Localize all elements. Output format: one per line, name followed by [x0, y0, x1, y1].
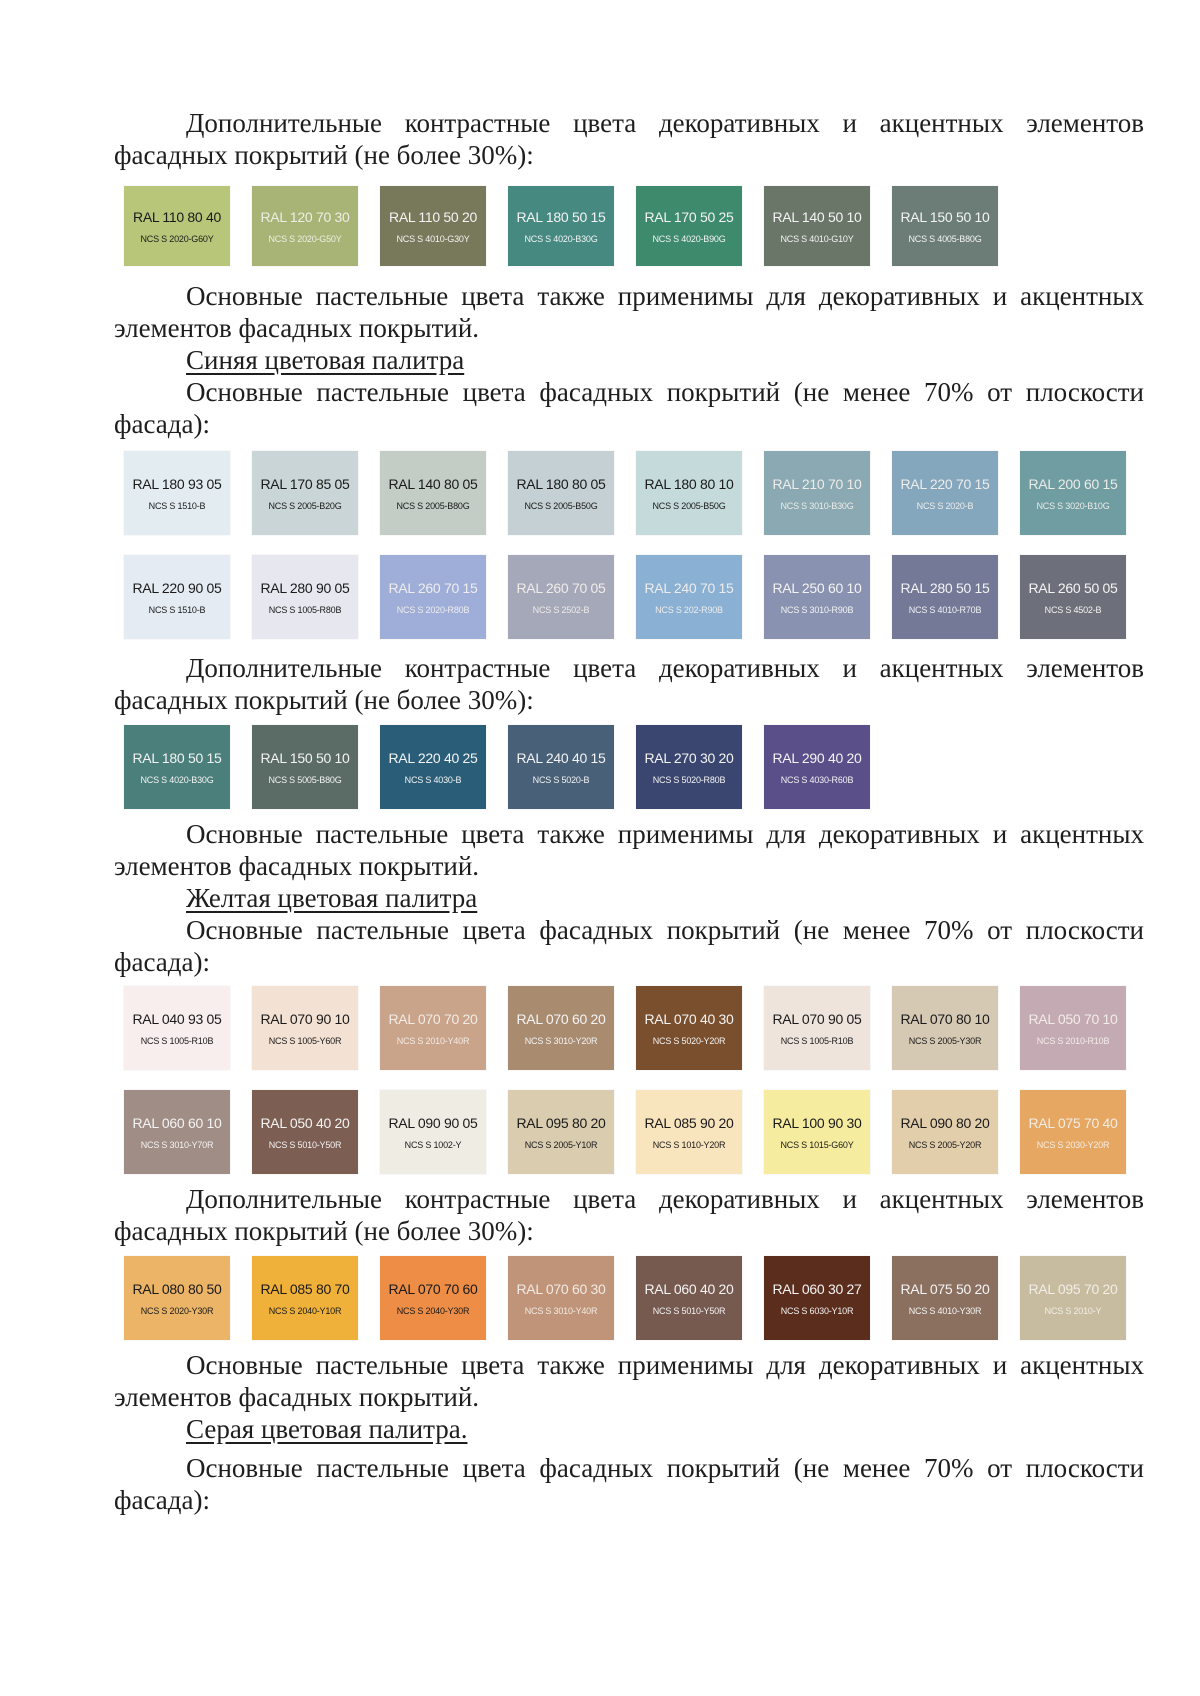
- ral-code: RAL 140 50 10: [772, 208, 862, 225]
- ral-code: RAL 075 70 40: [1028, 1114, 1118, 1131]
- ncs-code: NCS S 3010-Y70R: [140, 1139, 214, 1150]
- ral-code: RAL 085 80 70: [260, 1280, 350, 1297]
- ral-code: RAL 250 60 10: [772, 579, 862, 596]
- ral-code: RAL 090 90 05: [388, 1114, 478, 1131]
- ral-code: RAL 260 70 05: [516, 579, 606, 596]
- color-swatch: [380, 1256, 486, 1340]
- color-swatch: [252, 986, 358, 1070]
- color-swatch: [636, 986, 742, 1070]
- ral-code: RAL 110 50 20: [389, 208, 477, 225]
- color-swatch: [1020, 1090, 1126, 1174]
- paragraph-text: Основные пастельные цвета фасадных покрытий (не менее 70% от плоскости фасада):: [114, 915, 1144, 977]
- ncs-code: NCS S 2005-B80G: [396, 500, 470, 511]
- ncs-code: NCS S 4005-B80G: [908, 233, 982, 244]
- ral-code: RAL 180 93 05: [132, 475, 222, 492]
- ral-code: RAL 070 60 30: [516, 1280, 606, 1297]
- paragraph-text: Основные пастельные цвета также применимы для декоративных и акцентных элементов фасадных покрытий.: [114, 281, 1144, 343]
- color-swatch: [892, 451, 998, 535]
- paragraph-text: Основные пастельные цвета также применимы для декоративных и акцентных элементов фасадных покрытий.: [114, 819, 1144, 881]
- ncs-code: NCS S 3010-Y40R: [524, 1305, 598, 1316]
- ral-code: RAL 180 50 15: [132, 749, 222, 766]
- paragraph-pastel-applicable-3: [114, 1349, 1144, 1413]
- color-swatch: [636, 725, 742, 809]
- color-swatch: [380, 1090, 486, 1174]
- ncs-code: NCS S 2005-B50G: [524, 500, 598, 511]
- ral-code: RAL 170 85 05: [260, 475, 350, 492]
- ral-code: RAL 095 70 20: [1028, 1280, 1118, 1297]
- ncs-code: NCS S 2020-G50Y: [268, 233, 342, 244]
- ncs-code: NCS S 2005-Y20R: [908, 1139, 982, 1150]
- color-swatch: [508, 186, 614, 266]
- ral-code: RAL 220 90 05: [132, 579, 222, 596]
- color-swatch: [508, 555, 614, 639]
- paragraph-text: Дополнительные контрастные цвета декоративных и акцентных элементов фасадных покрытий (не более 30%):: [114, 1184, 1144, 1246]
- color-swatch: [764, 451, 870, 535]
- ncs-code: NCS S 3010-Y20R: [524, 1035, 598, 1046]
- ral-code: RAL 070 90 05: [772, 1010, 862, 1027]
- color-swatch: [636, 555, 742, 639]
- color-swatch: [508, 1256, 614, 1340]
- color-swatch: [124, 1090, 230, 1174]
- ncs-code: NCS S 2010-Y40R: [396, 1035, 470, 1046]
- ral-code: RAL 070 80 10: [900, 1010, 990, 1027]
- section-heading: Синяя цветовая палитра: [186, 345, 465, 375]
- ral-code: RAL 260 70 15: [388, 579, 478, 596]
- paragraph-pastel-applicable-1: [114, 280, 1144, 344]
- ral-code: RAL 240 40 15: [516, 749, 606, 766]
- paragraph-text: Основные пастельные цвета фасадных покрытий (не менее 70% от плоскости фасада):: [114, 1453, 1144, 1515]
- ncs-code: NCS S 1510-B: [148, 604, 206, 615]
- color-swatch: [380, 555, 486, 639]
- color-swatch: [380, 186, 486, 266]
- swatch-row-yellow-main-2: [124, 1090, 1126, 1174]
- color-swatch: [1020, 451, 1126, 535]
- paragraph-blue-main-intro: [114, 376, 1144, 440]
- ral-code: RAL 070 70 60: [388, 1280, 478, 1297]
- color-swatch: [124, 1256, 230, 1340]
- ncs-code: NCS S 1510-B: [148, 500, 206, 511]
- ral-code: RAL 100 90 30: [772, 1114, 862, 1131]
- color-swatch: [892, 1090, 998, 1174]
- ncs-code: NCS S 2020-R80B: [396, 604, 470, 615]
- paragraph-text: Дополнительные контрастные цвета декоративных и акцентных элементов фасадных покрытий (не более 30%):: [114, 108, 1144, 170]
- ncs-code: NCS S 202-R90B: [655, 604, 723, 615]
- ncs-code: NCS S 5005-B80G: [268, 774, 342, 785]
- ral-code: RAL 060 40 20: [644, 1280, 734, 1297]
- heading-yellow-palette: [114, 882, 1144, 914]
- ral-code: RAL 070 70 20: [388, 1010, 478, 1027]
- color-swatch: [892, 1256, 998, 1340]
- ncs-code: NCS S 2020-Y30R: [140, 1305, 214, 1316]
- ncs-code: NCS S 4020-B30G: [524, 233, 598, 244]
- ral-code: RAL 150 50 10: [900, 208, 990, 225]
- ncs-code: NCS S 3020-B10G: [1036, 500, 1110, 511]
- ncs-code: NCS S 2020-B: [916, 500, 974, 511]
- ncs-code: NCS S 5010-Y50R: [652, 1305, 726, 1316]
- ncs-code: NCS S 2005-B50G: [652, 500, 726, 511]
- ral-code: RAL 220 40 25: [388, 749, 478, 766]
- color-swatch: [892, 986, 998, 1070]
- color-swatch: [892, 186, 998, 266]
- ncs-code: NCS S 4030-B: [404, 774, 462, 785]
- paragraph-green-accent-intro: [114, 107, 1144, 171]
- ral-code: RAL 090 80 20: [900, 1114, 990, 1131]
- ncs-code: NCS S 2005-B20G: [268, 500, 342, 511]
- ral-code: RAL 170 50 25: [644, 208, 734, 225]
- ral-code: RAL 070 60 20: [516, 1010, 606, 1027]
- color-swatch: [252, 1090, 358, 1174]
- ncs-code: NCS S 2005-Y10R: [524, 1139, 598, 1150]
- color-swatch: [380, 986, 486, 1070]
- ncs-code: NCS S 5010-Y50R: [268, 1139, 342, 1150]
- heading-blue-palette: [114, 344, 1144, 376]
- ncs-code: NCS S 4020-B90G: [652, 233, 726, 244]
- paragraph-yellow-main-intro: [114, 914, 1144, 978]
- ncs-code: NCS S 5020-B: [532, 774, 590, 785]
- ncs-code: NCS S 2005-Y30R: [908, 1035, 982, 1046]
- swatch-row-blue-accent: [124, 725, 870, 809]
- color-swatch: [124, 725, 230, 809]
- ral-code: RAL 075 50 20: [900, 1280, 990, 1297]
- color-swatch: [124, 555, 230, 639]
- heading-grey-palette: [114, 1413, 1144, 1445]
- paragraph-grey-main-intro: [114, 1452, 1144, 1516]
- ncs-code: NCS S 1010-Y20R: [652, 1139, 726, 1150]
- ncs-code: NCS S 6030-Y10R: [780, 1305, 854, 1316]
- ncs-code: NCS S 2040-Y10R: [268, 1305, 342, 1316]
- ncs-code: NCS S 2040-Y30R: [396, 1305, 470, 1316]
- color-swatch: [636, 1090, 742, 1174]
- color-swatch: [252, 555, 358, 639]
- ncs-code: NCS S 2010-R10B: [1036, 1035, 1110, 1046]
- swatch-row-yellow-accent: [124, 1256, 1126, 1340]
- color-swatch: [1020, 1256, 1126, 1340]
- paragraph-text: Дополнительные контрастные цвета декоративных и акцентных элементов фасадных покрытий (не более 30%):: [114, 653, 1144, 715]
- color-swatch: [636, 451, 742, 535]
- ral-code: RAL 050 70 10: [1028, 1010, 1118, 1027]
- ral-code: RAL 270 30 20: [644, 749, 734, 766]
- ncs-code: NCS S 2502-B: [532, 604, 590, 615]
- ral-code: RAL 180 80 05: [516, 475, 606, 492]
- paragraph-blue-accent-intro: [114, 652, 1144, 716]
- ral-code: RAL 060 30 27: [772, 1280, 862, 1297]
- color-swatch: [252, 451, 358, 535]
- color-swatch: [764, 1256, 870, 1340]
- ral-code: RAL 080 80 50: [132, 1280, 222, 1297]
- color-swatch: [124, 186, 230, 266]
- color-swatch: [764, 725, 870, 809]
- ncs-code: NCS S 4502-B: [1044, 604, 1102, 615]
- ral-code: RAL 040 93 05: [132, 1010, 222, 1027]
- swatch-row-blue-main-1: [124, 451, 1126, 535]
- paragraph-text: Основные пастельные цвета также применимы для декоративных и акцентных элементов фасадных покрытий.: [114, 1350, 1144, 1412]
- ral-code: RAL 070 90 10: [260, 1010, 350, 1027]
- ncs-code: NCS S 4010-R70B: [908, 604, 982, 615]
- ral-code: RAL 240 70 15: [644, 579, 734, 596]
- ncs-code: NCS S 3010-R90B: [780, 604, 854, 615]
- color-swatch: [508, 725, 614, 809]
- ncs-code: NCS S 5020-Y20R: [652, 1035, 726, 1046]
- ral-code: RAL 290 40 20: [772, 749, 862, 766]
- color-swatch: [892, 555, 998, 639]
- section-heading: Серая цветовая палитра.: [186, 1414, 468, 1444]
- ncs-code: NCS S 1005-R10B: [780, 1035, 854, 1046]
- color-swatch: [764, 555, 870, 639]
- color-swatch: [508, 986, 614, 1070]
- ncs-code: NCS S 1005-R10B: [140, 1035, 214, 1046]
- ral-code: RAL 150 50 10: [260, 749, 350, 766]
- color-swatch: [764, 986, 870, 1070]
- ncs-code: NCS S 4010-G10Y: [780, 233, 854, 244]
- ral-code: RAL 070 40 30: [644, 1010, 734, 1027]
- color-swatch: [764, 186, 870, 266]
- ncs-code: NCS S 4020-B30G: [140, 774, 214, 785]
- ncs-code: NCS S 1002-Y: [404, 1139, 462, 1150]
- ral-code: RAL 120 70 30: [260, 208, 350, 225]
- ral-code: RAL 180 50 15: [516, 208, 606, 225]
- ral-code: RAL 280 90 05: [260, 579, 350, 596]
- color-swatch: [252, 1256, 358, 1340]
- color-swatch: [252, 186, 358, 266]
- ncs-code: NCS S 1015-G60Y: [780, 1139, 854, 1150]
- ncs-code: NCS S 4010-Y30R: [908, 1305, 982, 1316]
- section-heading: Желтая цветовая палитра: [186, 883, 478, 913]
- ral-code: RAL 050 40 20: [260, 1114, 350, 1131]
- paragraph-pastel-applicable-2: [114, 818, 1144, 882]
- color-swatch: [1020, 555, 1126, 639]
- color-swatch: [508, 451, 614, 535]
- ral-code: RAL 095 80 20: [516, 1114, 606, 1131]
- color-swatch: [380, 725, 486, 809]
- ncs-code: NCS S 4030-R60B: [780, 774, 854, 785]
- ncs-code: NCS S 2030-Y20R: [1036, 1139, 1110, 1150]
- ncs-code: NCS S 3010-B30G: [780, 500, 854, 511]
- ral-code: RAL 110 80 40: [133, 208, 221, 225]
- ncs-code: NCS S 1005-R80B: [268, 604, 342, 615]
- ral-code: RAL 200 60 15: [1028, 475, 1118, 492]
- color-swatch: [636, 1256, 742, 1340]
- color-swatch: [636, 186, 742, 266]
- ral-code: RAL 085 90 20: [644, 1114, 734, 1131]
- ncs-code: NCS S 2010-Y: [1044, 1305, 1102, 1316]
- paragraph-yellow-accent-intro: [114, 1183, 1144, 1247]
- ncs-code: NCS S 1005-Y60R: [268, 1035, 342, 1046]
- ral-code: RAL 140 80 05: [388, 475, 478, 492]
- color-swatch: [380, 451, 486, 535]
- color-swatch: [508, 1090, 614, 1174]
- swatch-row-green-accent: [124, 186, 998, 266]
- swatch-row-blue-main-2: [124, 555, 1126, 639]
- ral-code: RAL 260 50 05: [1028, 579, 1118, 596]
- ral-code: RAL 220 70 15: [900, 475, 990, 492]
- paragraph-text: Основные пастельные цвета фасадных покрытий (не менее 70% от плоскости фасада):: [114, 377, 1144, 439]
- color-swatch: [764, 1090, 870, 1174]
- color-swatch: [124, 986, 230, 1070]
- ral-code: RAL 210 70 10: [772, 475, 862, 492]
- color-swatch: [252, 725, 358, 809]
- ncs-code: NCS S 4010-G30Y: [396, 233, 470, 244]
- swatch-row-yellow-main-1: [124, 986, 1126, 1070]
- color-swatch: [1020, 986, 1126, 1070]
- ral-code: RAL 180 80 10: [644, 475, 734, 492]
- ral-code: RAL 280 50 15: [900, 579, 990, 596]
- ncs-code: NCS S 5020-R80B: [652, 774, 726, 785]
- color-swatch: [124, 451, 230, 535]
- ral-code: RAL 060 60 10: [132, 1114, 222, 1131]
- ncs-code: NCS S 2020-G60Y: [140, 233, 214, 244]
